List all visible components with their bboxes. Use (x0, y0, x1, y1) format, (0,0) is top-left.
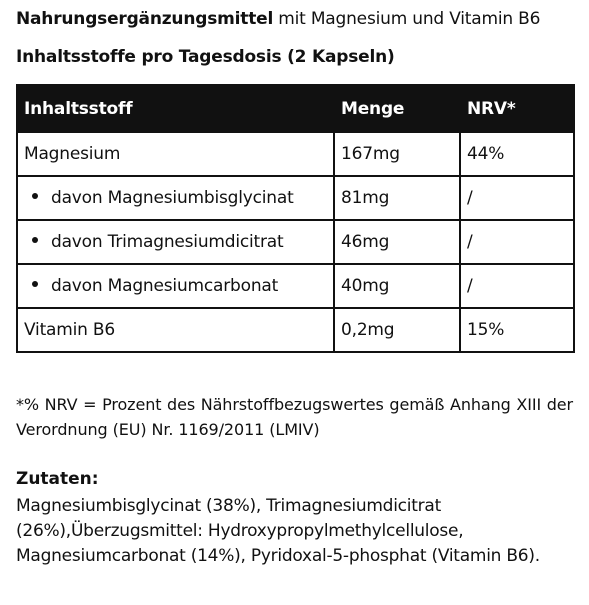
table-row (17, 176, 574, 220)
ingredient-name: davon Magnesiumbisglycinat (51, 188, 294, 208)
bullet-icon (32, 193, 38, 199)
ingredient-amount: 40mg (334, 264, 460, 308)
column-header-ingredient: Inhaltsstoff (17, 85, 334, 132)
table-header-row (17, 85, 574, 132)
table-row (17, 220, 574, 264)
ingredient-sub-cell (17, 264, 334, 308)
bullet-icon (32, 237, 38, 243)
nrv-footnote: *% NRV = Prozent des Nährstoffbezugswertes gemäß Anhang XIII der Verordnung (EU) Nr. 1169/2011 (LMIV) (16, 395, 573, 439)
ingredient-name: davon Trimagnesiumdicitrat (51, 232, 284, 252)
ingredient-name: Vitamin B6 (17, 308, 334, 352)
ingredient-nrv: 15% (460, 308, 574, 352)
ingredients-per-dose-title: Inhaltsstoffe pro Tagesdosis (2 Kapseln) (16, 47, 395, 67)
ingredient-amount: 46mg (334, 220, 460, 264)
product-heading (16, 9, 540, 29)
bullet-icon (32, 281, 38, 287)
table-row (17, 264, 574, 308)
ingredients-list: Magnesiumbisglycinat (38%), Trimagnesiumdicitrat (26%),Überzugsmittel: Hydroxypropylmethylcellulose, Magnesiumcarbonat (14%), Pyridoxal-5-phosphat (Vitamin B6). (16, 496, 540, 566)
product-type: Nahrungsergänzungsmittel (16, 9, 274, 29)
ingredient-sub-cell (17, 220, 334, 264)
ingredient-nrv: / (460, 220, 574, 264)
ingredient-nrv: / (460, 176, 574, 220)
column-header-nrv: NRV* (460, 85, 574, 132)
ingredient-amount: 81mg (334, 176, 460, 220)
ingredient-nrv: / (460, 264, 574, 308)
product-description: mit Magnesium und Vitamin B6 (273, 9, 541, 29)
column-header-amount: Menge (334, 85, 460, 132)
ingredient-name: davon Magnesiumcarbonat (51, 276, 279, 296)
table-row (17, 132, 574, 176)
ingredient-amount: 0,2mg (334, 308, 460, 352)
ingredients-title: Zutaten: (16, 469, 99, 489)
ingredient-amount: 167mg (334, 132, 460, 176)
ingredient-sub-cell (17, 176, 334, 220)
nutrition-table (16, 84, 575, 353)
ingredient-nrv: 44% (460, 132, 574, 176)
ingredient-name: Magnesium (17, 132, 334, 176)
table-row (17, 308, 574, 352)
